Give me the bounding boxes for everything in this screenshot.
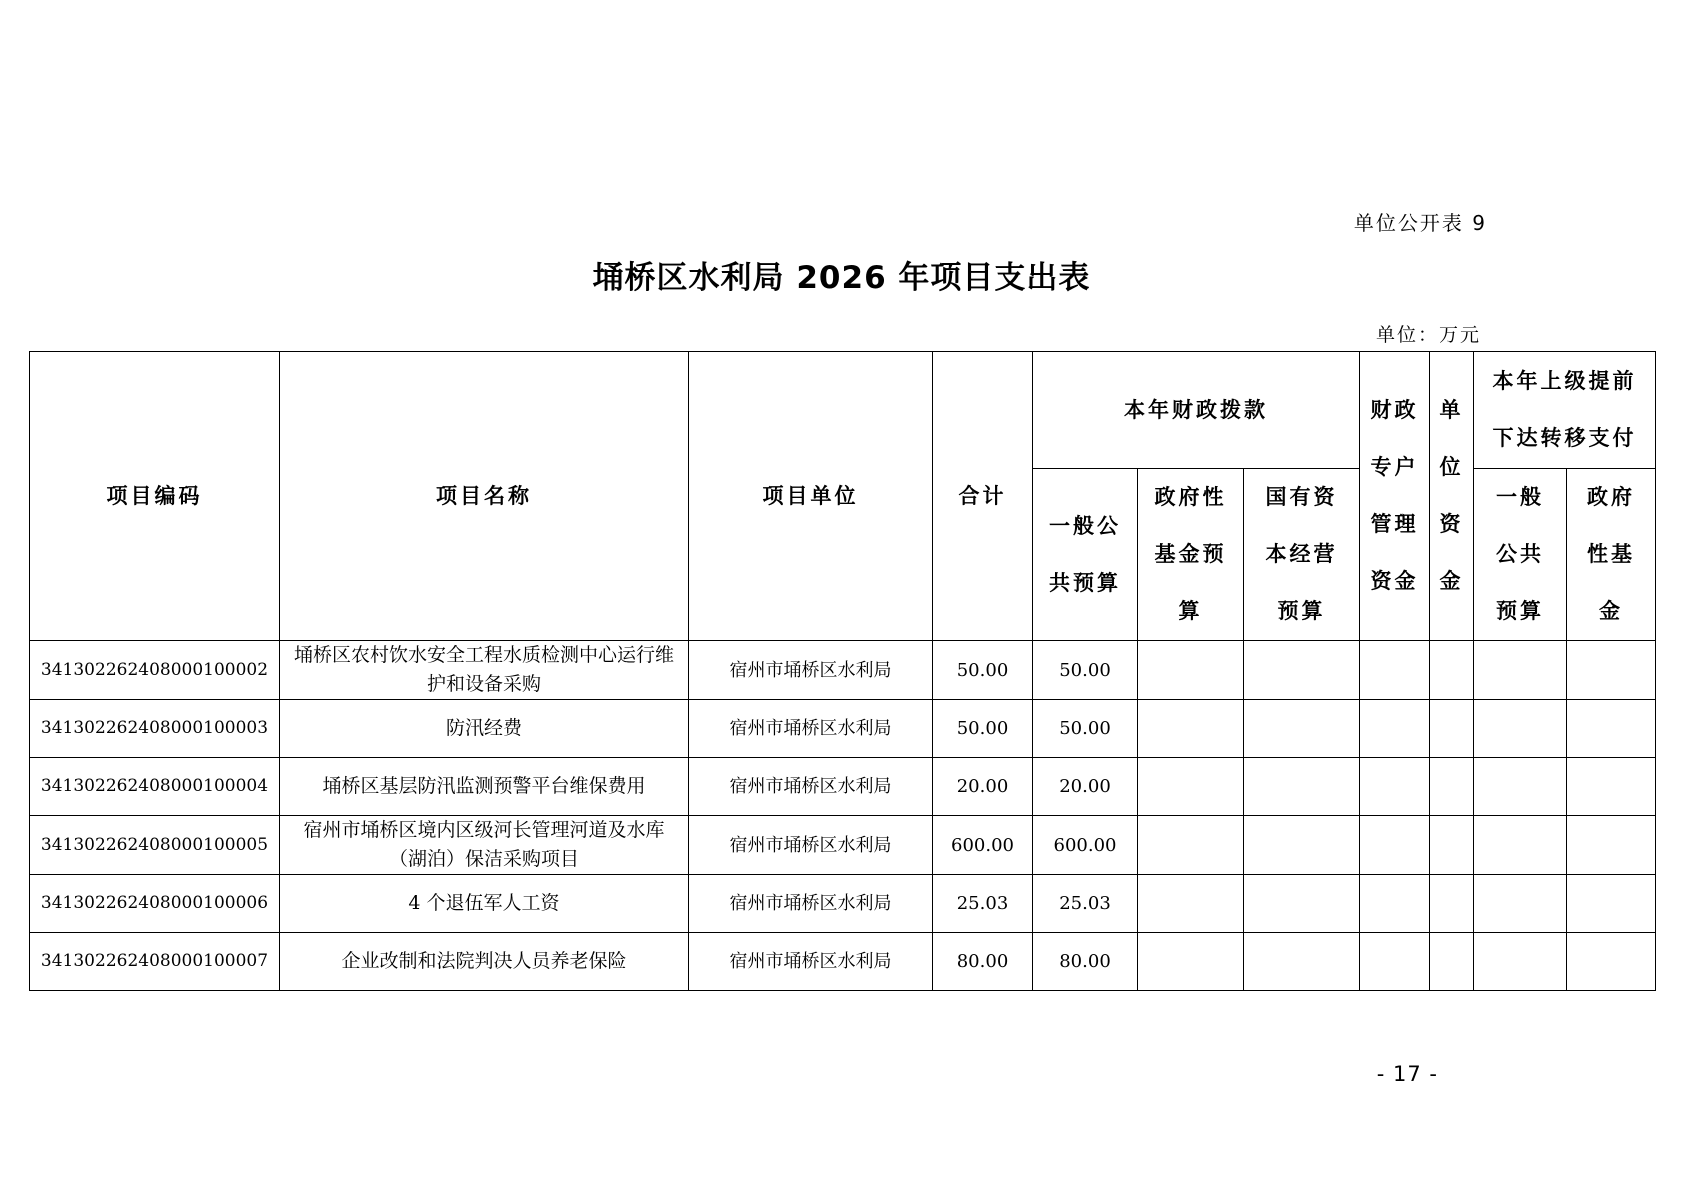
table-row xyxy=(30,641,1656,700)
cell-state-capital xyxy=(1244,875,1360,933)
cell-project-unit: 宿州市埇桥区水利局 xyxy=(689,933,933,991)
cell-special-account xyxy=(1360,641,1430,700)
cell-total: 20.00 xyxy=(933,758,1033,816)
cell-project-name: 宿州市埇桥区境内区级河长管理河道及水库（湖泊）保洁采购项目 xyxy=(280,816,689,875)
cell-gov-fund xyxy=(1138,641,1244,700)
cell-project-unit: 宿州市埇桥区水利局 xyxy=(689,641,933,700)
cell-unit-funds xyxy=(1430,816,1474,875)
cell-total: 25.03 xyxy=(933,875,1033,933)
cell-general-budget: 25.03 xyxy=(1033,875,1138,933)
cell-special-account xyxy=(1360,933,1430,991)
header-project-code: 项目编码 xyxy=(30,352,280,641)
cell-special-account xyxy=(1360,700,1430,758)
header-project-unit: 项目单位 xyxy=(689,352,933,641)
cell-project-unit: 宿州市埇桥区水利局 xyxy=(689,700,933,758)
header-transfer-gov-fund: 政府性基金 xyxy=(1567,469,1656,641)
cell-state-capital xyxy=(1244,641,1360,700)
cell-state-capital xyxy=(1244,758,1360,816)
cell-unit-funds xyxy=(1430,758,1474,816)
table-row xyxy=(30,700,1656,758)
cell-unit-funds xyxy=(1430,933,1474,991)
cell-project-code: 341302262408000100003 xyxy=(30,700,280,758)
cell-transfer-general xyxy=(1474,758,1567,816)
header-general-public-budget: 一般公共预算 xyxy=(1033,469,1138,641)
cell-transfer-general xyxy=(1474,700,1567,758)
cell-project-unit: 宿州市埇桥区水利局 xyxy=(689,875,933,933)
cell-total: 50.00 xyxy=(933,641,1033,700)
cell-unit-funds xyxy=(1430,641,1474,700)
cell-transfer-general xyxy=(1474,933,1567,991)
table-row xyxy=(30,933,1656,991)
header-state-capital-budget: 国有资本经营预算 xyxy=(1244,469,1360,641)
table-row xyxy=(30,758,1656,816)
cell-project-name: 埇桥区基层防汛监测预警平台维保费用 xyxy=(280,758,689,816)
cell-project-name: 埇桥区农村饮水安全工程水质检测中心运行维护和设备采购 xyxy=(280,641,689,700)
cell-total: 50.00 xyxy=(933,700,1033,758)
cell-project-code: 341302262408000100002 xyxy=(30,641,280,700)
cell-gov-fund xyxy=(1138,816,1244,875)
cell-project-name: 4 个退伍军人工资 xyxy=(280,875,689,933)
cell-transfer-fund xyxy=(1567,641,1656,700)
cell-gov-fund xyxy=(1138,875,1244,933)
header-fiscal-appropriation: 本年财政拨款 xyxy=(1033,352,1360,469)
cell-project-code: 341302262408000100006 xyxy=(30,875,280,933)
cell-project-unit: 宿州市埇桥区水利局 xyxy=(689,758,933,816)
cell-transfer-fund xyxy=(1567,816,1656,875)
cell-special-account xyxy=(1360,875,1430,933)
cell-transfer-general xyxy=(1474,875,1567,933)
header-project-name: 项目名称 xyxy=(280,352,689,641)
cell-transfer-fund xyxy=(1567,700,1656,758)
cell-unit-funds xyxy=(1430,875,1474,933)
cell-total: 600.00 xyxy=(933,816,1033,875)
page-number: - 17 - xyxy=(1376,1062,1438,1086)
document-label: 单位公开表 9 xyxy=(1353,211,1487,235)
header-advance-transfer: 本年上级提前下达转移支付 xyxy=(1474,352,1656,469)
unit-label: 单位：万元 xyxy=(1375,324,1481,346)
cell-state-capital xyxy=(1244,933,1360,991)
cell-special-account xyxy=(1360,758,1430,816)
cell-gov-fund xyxy=(1138,933,1244,991)
cell-project-code: 341302262408000100005 xyxy=(30,816,280,875)
cell-project-name: 企业改制和法院判决人员养老保险 xyxy=(280,933,689,991)
header-special-account-funds: 财政专户管理资金 xyxy=(1360,352,1430,641)
cell-general-budget: 20.00 xyxy=(1033,758,1138,816)
cell-general-budget: 600.00 xyxy=(1033,816,1138,875)
project-expenditure-table xyxy=(29,351,1656,991)
cell-general-budget: 80.00 xyxy=(1033,933,1138,991)
header-transfer-general-budget: 一般公共预算 xyxy=(1474,469,1567,641)
cell-total: 80.00 xyxy=(933,933,1033,991)
cell-project-code: 341302262408000100007 xyxy=(30,933,280,991)
cell-project-name: 防汛经费 xyxy=(280,700,689,758)
cell-special-account xyxy=(1360,816,1430,875)
cell-transfer-fund xyxy=(1567,933,1656,991)
table-row xyxy=(30,816,1656,875)
cell-general-budget: 50.00 xyxy=(1033,700,1138,758)
cell-project-unit: 宿州市埇桥区水利局 xyxy=(689,816,933,875)
header-unit-funds: 单位资金 xyxy=(1430,352,1474,641)
cell-transfer-general xyxy=(1474,816,1567,875)
table-row xyxy=(30,875,1656,933)
table-header-row-1 xyxy=(30,352,1656,469)
cell-transfer-general xyxy=(1474,641,1567,700)
cell-general-budget: 50.00 xyxy=(1033,641,1138,700)
cell-transfer-fund xyxy=(1567,875,1656,933)
cell-project-code: 341302262408000100004 xyxy=(30,758,280,816)
cell-gov-fund xyxy=(1138,758,1244,816)
header-gov-fund-budget: 政府性基金预算 xyxy=(1138,469,1244,641)
page-title: 埇桥区水利局 2026 年项目支出表 xyxy=(592,260,1091,296)
cell-state-capital xyxy=(1244,700,1360,758)
header-total: 合计 xyxy=(933,352,1033,641)
cell-state-capital xyxy=(1244,816,1360,875)
cell-gov-fund xyxy=(1138,700,1244,758)
cell-transfer-fund xyxy=(1567,758,1656,816)
cell-unit-funds xyxy=(1430,700,1474,758)
